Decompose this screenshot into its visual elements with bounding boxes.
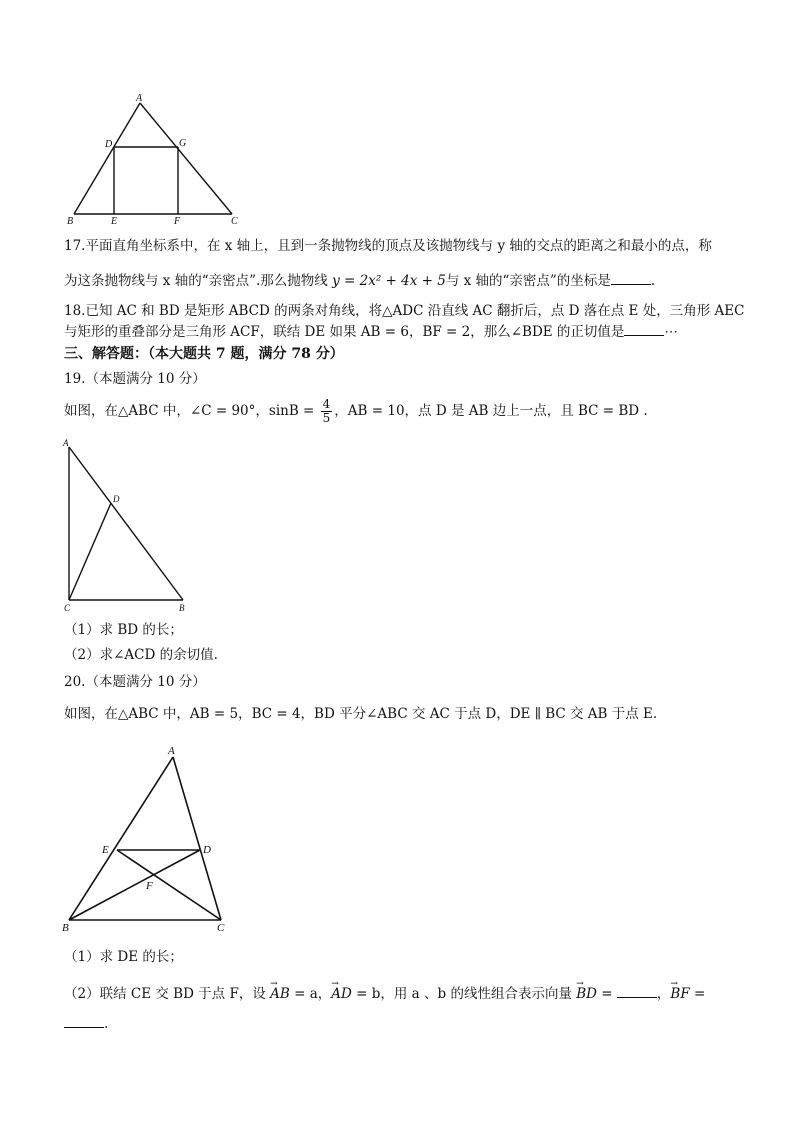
label-b: B [179, 603, 185, 613]
label-c: C [217, 922, 225, 934]
q18-line2-pre: 与矩形的重叠部分是三角形 ACF，联结 DE 如果 AB = 6，BF = 2，那么∠BDE 的正切值是 [64, 324, 625, 340]
edge-ab [69, 757, 173, 920]
figure-triangle-parallel [58, 740, 238, 940]
q20-eq-c: = [597, 986, 617, 1002]
q19-stem-post: ，AB = 10，点 D 是 AB 边上一点，且 BC = BD . [334, 403, 648, 419]
q20-sub2-a: （2）联结 CE 交 BD 于点 F，设 [64, 986, 271, 1002]
label-d: D [203, 844, 211, 856]
q17-end: . [650, 273, 656, 289]
edge-ac [173, 757, 221, 920]
q20-sub2 [64, 985, 705, 1003]
q20-eq-a: = a， [289, 986, 332, 1002]
q20-sub1: （1）求 DE 的长； [64, 949, 183, 965]
edge-ab [74, 103, 140, 214]
edge-ac [140, 103, 232, 214]
q20-stem: 如图，在△ABC 中，AB = 5，BC = 4，BD 平分∠ABC 交 AC 于点 D，DE ∥ BC 交 AB 于点 E. [64, 706, 658, 722]
vector-bf: → BF [670, 985, 689, 1003]
q20-eq-b: = b，用 a 、b 的线性组合表示向量 [351, 986, 577, 1002]
edge-bd [69, 850, 200, 920]
label-b: B [67, 216, 74, 227]
label-c: C [64, 603, 71, 613]
section-heading: 三、解答题：（本大题共 7 题，满分 78 分） [64, 346, 344, 362]
q19-frac-den: 5 [322, 411, 331, 425]
q19-frac-num: 4 [322, 397, 331, 411]
q19-fraction [321, 398, 333, 425]
edge-ab [69, 447, 183, 600]
q19-sub2: （2）求∠ACD 的余切值. [64, 647, 218, 663]
label-a: A [168, 745, 175, 757]
q17-line1: 17.平面直角坐标系中，在 x 轴上，且到一条抛物线的顶点及该抛物线与 y 轴的交点的距离之和最小的点，称 [64, 238, 712, 254]
label-b: B [62, 922, 69, 934]
label-e: E [102, 844, 109, 856]
vector-ad: → AD [331, 985, 352, 1003]
label-d: D [113, 494, 120, 504]
label-a: A [136, 93, 143, 104]
figure-right-triangle-svg [58, 436, 198, 616]
q19-sub1: （1）求 BD 的长； [64, 622, 183, 638]
q18-end: ⋯ [664, 324, 678, 340]
vector-ab: → AB [270, 985, 290, 1003]
q17-line2-post: 与 x 轴的“亲密点”的坐标是 [445, 273, 611, 289]
label-d: D [105, 139, 113, 150]
q20-bd-answer-blank[interactable] [617, 985, 657, 998]
q20-comma: ， [656, 986, 671, 1002]
q20-bf-answer-blank[interactable] [64, 1015, 104, 1028]
q18-line2 [64, 323, 678, 341]
q20-eq-d: = [689, 986, 706, 1002]
q17-answer-blank[interactable] [611, 272, 651, 285]
label-f: F [146, 880, 153, 892]
figure-triangle-square [60, 90, 250, 230]
q17-line2 [64, 272, 655, 290]
label-a: A [63, 438, 69, 448]
label-g: G [179, 138, 187, 149]
q18-answer-blank[interactable] [624, 323, 664, 336]
q17-formula: y = 2x² + 4x + 5 [332, 273, 446, 289]
q19-stem-pre: 如图，在△ABC 中，∠C = 90°，sinB = [64, 403, 319, 419]
figure-right-triangle [58, 436, 198, 616]
q20-sub2-cont [64, 1015, 108, 1033]
q19-stem [64, 398, 648, 425]
figure-triangle-parallel-svg [58, 740, 238, 940]
label-c: C [231, 216, 238, 227]
q18-line1: 18.已知 AC 和 BD 是矩形 ABCD 的两条对角线，将△ADC 沿直线 AC 翻折后，点 D 落在点 E 处，三角形 AEC [64, 303, 745, 319]
q20-header: 20.（本题满分 10 分） [64, 674, 206, 690]
q20-end: . [104, 1016, 109, 1032]
label-f: F [174, 216, 181, 227]
label-e: E [111, 216, 118, 227]
figure-triangle-square-svg [60, 90, 250, 230]
edge-ec [117, 850, 221, 920]
q17-line2-pre: 为这条抛物线与 x 轴的“亲密点”.那么抛物线 [64, 273, 333, 289]
q19-header: 19.（本题满分 10 分） [64, 371, 206, 387]
vector-bd: → BD [576, 985, 597, 1003]
edge-cd [69, 503, 111, 600]
